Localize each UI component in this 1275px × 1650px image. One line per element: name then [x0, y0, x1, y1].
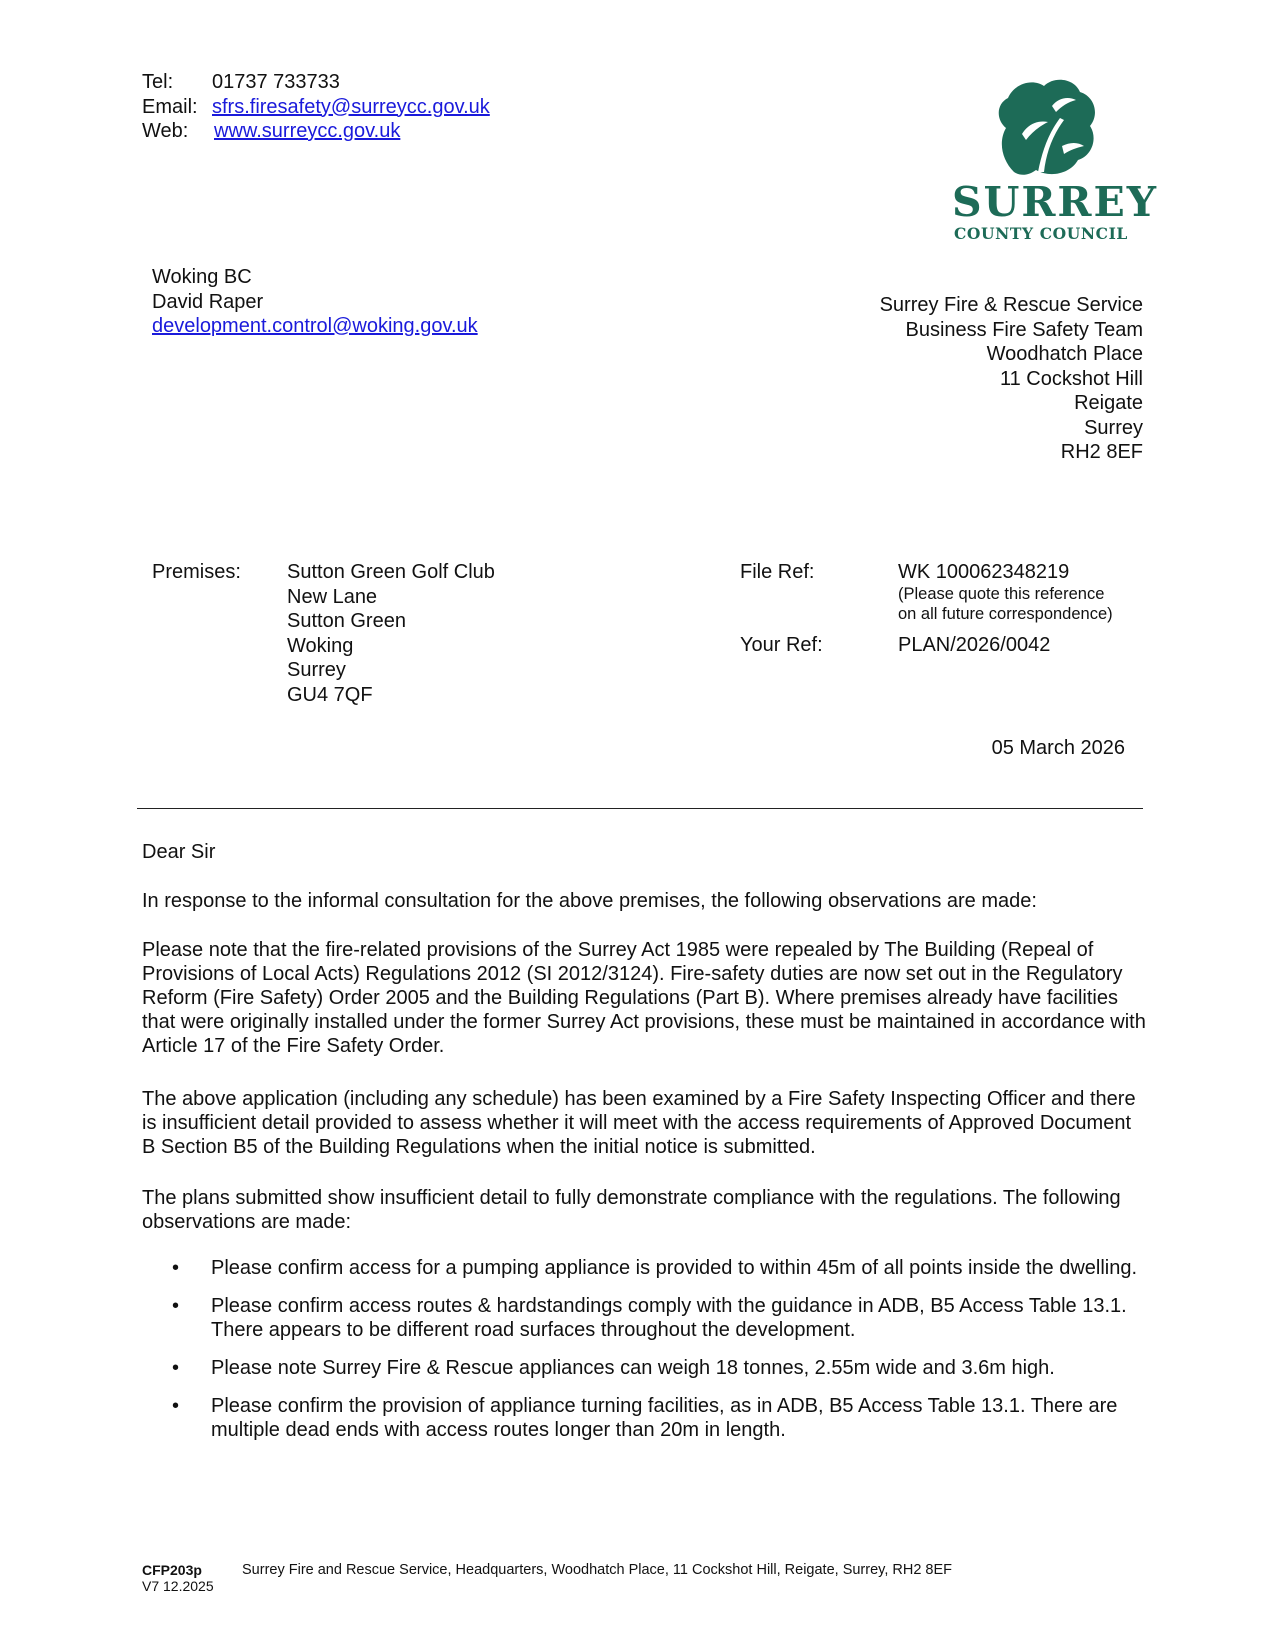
premises-line: Sutton Green Golf Club: [287, 561, 495, 583]
premises-line: Sutton Green: [287, 610, 406, 632]
form-code: CFP203p: [142, 1562, 202, 1578]
sender-line: 11 Cockshot Hill: [999, 367, 1143, 390]
intro-paragraph: In response to the informal consultation for the above premises, the following observations are made:: [142, 890, 1037, 912]
list-item: [172, 1256, 1147, 1280]
recipient-address: [152, 265, 478, 339]
list-item-text: Please note Surrey Fire & Rescue appliances can weigh 18 tonnes, 2.55m wide and 3.6m high.: [211, 1357, 1055, 1379]
sender-line: Surrey Fire & Rescue Service: [879, 294, 1143, 316]
list-item-text: Please confirm the provision of appliance turning facilities, as in ADB, B5 Access Table 13.1. There are multiple dead ends with access routes longer than 20m in length.: [211, 1395, 1118, 1441]
bullet-icon: •: [172, 1395, 180, 1417]
tel-value: 01737 733733: [212, 71, 340, 93]
email-label: Email:: [142, 95, 198, 118]
email-link[interactable]: sfrs.firesafety@surreycc.gov.uk: [212, 95, 490, 118]
bullet-icon: •: [172, 1357, 180, 1379]
premises-line: New Lane: [287, 585, 378, 608]
paragraph-examination: The above application (including any schedule) has been examined by a Fire Safety Inspecting Officer and there is insufficient detail provided to assess whether it will meet with the access requirements of Approved Document B Section B5 of the Building Regulations when the initial notice is submitted.: [142, 1088, 1136, 1158]
premises-line: Woking: [287, 634, 354, 657]
premises-line: GU4 7QF: [287, 683, 373, 706]
premises-address: [287, 560, 495, 707]
form-version: V7 12.2025: [142, 1578, 214, 1594]
bullet-icon: •: [172, 1295, 180, 1317]
your-ref-label: Your Ref:: [740, 634, 823, 656]
sender-line: Business Fire Safety Team: [905, 318, 1143, 341]
list-item: [172, 1394, 1147, 1442]
premises-line: Surrey: [287, 659, 346, 681]
salutation: Dear Sir: [142, 841, 216, 863]
list-item: [172, 1294, 1147, 1342]
surrey-county-council-logo: [952, 76, 1159, 244]
recipient-line: Woking BC: [152, 266, 252, 288]
paragraph-repeal: Please note that the fire-related provisions of the Surrey Act 1985 were repealed by The Building (Repeal of Provisions of Local Acts) Regulations 2012 (SI 2012/3124). Fire-safety duties are now set out in the Regulatory Reform (Fire Safety) Order 2005 and the Building Regulations (Part B). Where premises already have facilities that were originally installed under the former Surrey Act provisions, these must be maintained in accordance with Article 17 of the Fire Safety Order.: [142, 939, 1146, 1057]
sender-line: Woodhatch Place: [986, 343, 1143, 365]
file-ref-value: WK 100062348219: [898, 561, 1070, 583]
observation-list: [172, 1256, 1147, 1456]
tel-label: Tel:: [142, 71, 174, 93]
sender-line: Surrey: [1084, 416, 1143, 439]
sender-line: RH2 8EF: [1060, 441, 1143, 463]
file-ref-label: File Ref:: [740, 561, 815, 583]
web-link[interactable]: www.surreycc.gov.uk: [214, 120, 401, 142]
divider: [137, 808, 1143, 809]
list-item: [172, 1356, 1147, 1380]
sender-address: [880, 293, 1143, 465]
web-label: Web:: [142, 120, 189, 142]
contact-block: [142, 70, 490, 144]
letter-date: 05 March 2026: [991, 737, 1125, 759]
premises-label: Premises:: [152, 561, 241, 583]
web-row: [142, 119, 490, 144]
list-item-text: Please confirm access routes & hardstandings comply with the guidance in ADB, B5 Access Table 13.1. There appears to be different road surfaces throughout the development.: [211, 1295, 1127, 1341]
recipient-line: David Raper: [152, 290, 264, 313]
tel-row: [142, 70, 490, 95]
recipient-email-link[interactable]: development.control@woking.gov.uk: [152, 315, 478, 337]
oak-leaf-icon: [992, 76, 1102, 180]
your-ref-value: PLAN/2026/0042: [898, 634, 1051, 656]
file-ref-note: (Please quote this reference: [898, 585, 1105, 603]
logo-text-county-council: COUNTY COUNCIL: [954, 224, 1128, 243]
sender-line: Reigate: [1074, 392, 1143, 414]
bullet-icon: •: [172, 1257, 180, 1279]
footer-address: Surrey Fire and Rescue Service, Headquarters, Woodhatch Place, 11 Cockshot Hill, Reigate, Surrey, RH2 8EF: [242, 1562, 953, 1578]
file-ref-note: on all future correspondence): [898, 605, 1113, 623]
paragraph-observations: The plans submitted show insufficient detail to fully demonstrate compliance with the regulations. The following observations are made:: [142, 1187, 1121, 1233]
email-row: [142, 95, 490, 120]
footer-codes: [142, 1562, 214, 1594]
list-item-text: Please confirm access for a pumping appliance is provided to within 45m of all points inside the dwelling.: [211, 1257, 1138, 1279]
logo-text-surrey: SURREY: [952, 178, 1159, 226]
